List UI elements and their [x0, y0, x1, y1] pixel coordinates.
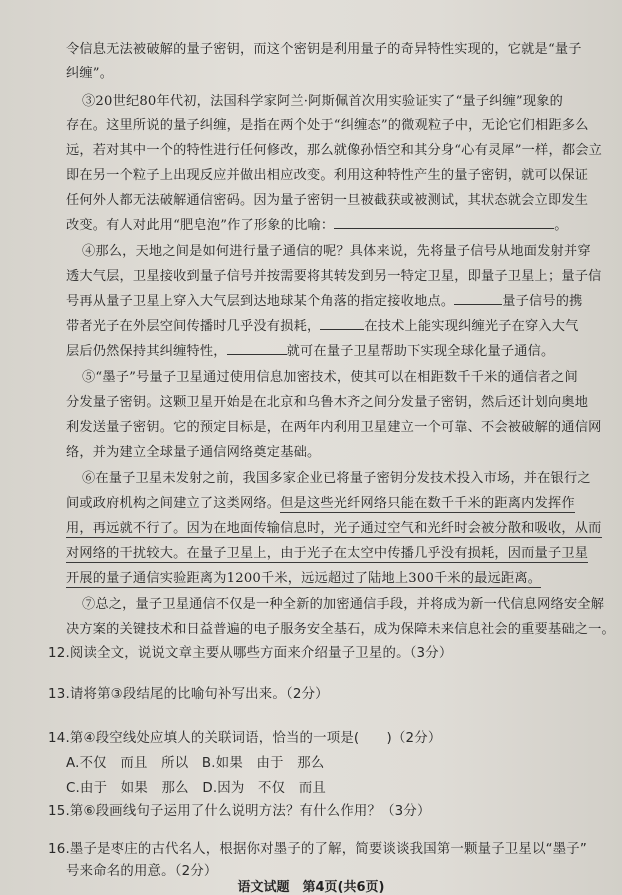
passage-line: 就可在量子卫星帮助下实现全球化量子通信。 [286, 344, 555, 359]
question-14: 14.第④段空线处应填人的关联词语，恰当的一项是( )（2分） [48, 731, 442, 746]
passage-line: 即在另一个粒子上出现反应并做出相应改变。利用这种特性产生的量子密钥，就可以保证 [66, 168, 589, 183]
passage-line: 分发量子密钥。这颗卫星开始是在北京和乌鲁木齐之间分发量子密钥，然后还计划向奥地 [66, 395, 589, 410]
underlined-sentence: 对网络的干扰较大。在量子卫星上，由于光子在太空中传播几乎没有损耗，因而量子卫星 [66, 546, 589, 561]
underlined-sentence: 用，再远就不行了。因为在地面传输信息时，光子通过空气和光纤时会被分散和吸收，从而 [66, 521, 602, 536]
passage-line: 存在。这里所说的量子纠缠，是指在两个处于“纠缠态”的微观粒子中，无论它们相距多么 [66, 118, 589, 133]
passage-line: 络，并为建立全球量子通信网络奠定基础。 [66, 445, 321, 460]
passage-line: ④那么，天地之间是如何进行量子通信的呢？具体来说，先将量子信号从地面发射并穿 [82, 244, 591, 259]
page-footer: 语文试题 第4页(共6页) [237, 880, 385, 895]
question-13: 13.请将第③段结尾的比喻句补写出来。（2分） [48, 687, 329, 702]
passage-line: ③20世纪80年代初，法国科学家阿兰·阿斯佩首次用实验证实了“量子纠缠”现象的 [82, 94, 564, 109]
passage-line: 号再从量子卫星上穿入大气层到达地球某个角落的指定接收地点。 [66, 294, 455, 309]
passage-line: 带者光子在外层空间传播时几乎没有损耗， [66, 319, 321, 334]
passage-line: 量子信号的携 [502, 294, 583, 309]
passage-line: 令信息无法被破解的量子密钥，而这个密钥是利用量子的奇异特性实现的，它就是“量子 [66, 42, 582, 57]
connective-blank-1[interactable] [454, 292, 502, 305]
question-16: 号来命名的用意。（2分） [66, 864, 218, 879]
passage-line: 透大气层，卫星接收到量子信号并按需要将其转发到另一特定卫星，即量子卫星上；量子信 [66, 269, 602, 284]
question-14-options: A.不仅 而且 所以 B.如果 由于 那么 [66, 756, 325, 771]
passage-line: ⑥在量子卫星未发射之前，我国多家企业已将量子密钥分发技术投入市场，并在银行之 [82, 471, 591, 486]
metaphor-blank[interactable] [334, 216, 554, 229]
underlined-sentence: 但是这些光纤网络只能在数千千米的距离内发挥作 [280, 496, 575, 511]
question-12: 12.阅读全文，说说文章主要从哪些方面来介绍量子卫星的。（3分） [48, 646, 453, 661]
passage-line: 决方案的关键技术和日益普遍的电子服务安全基石，成为保障未来信息社会的重要基础之一。 [66, 622, 615, 637]
passage-line: 利发送量子密钥。它的预定目标是，在两年内利用卫星建立一个可靠、不会被破解的通信网 [66, 420, 602, 435]
passage-punct: 。 [554, 218, 568, 233]
passage-line: ⑦总之，量子卫星通信不仅是一种全新的加密通信手段，并将成为新一代信息网络安全解 [82, 597, 605, 612]
connective-blank-3[interactable] [227, 342, 287, 355]
passage-line: 远，若对其中一个的特性进行任何修改，那么就像孙悟空和其分身“心有灵犀”一样，都会立 [66, 143, 602, 158]
passage-line: 在技术上能实现纠缠光子在穿入大气 [364, 319, 579, 334]
passage-line: 间或政府机构之间建立了这类网络。 [66, 496, 281, 511]
connective-blank-2[interactable] [320, 317, 364, 330]
passage-line: 改变。有人对此用“肥皂泡”作了形象的比喻： [66, 218, 335, 233]
question-15: 15.第⑥段画线句子运用了什么说明方法？有什么作用？（3分） [48, 804, 431, 819]
passage-line: 层后仍然保持其纠缠特性， [66, 344, 227, 359]
passage-line: 纠缠”。 [66, 66, 114, 81]
passage-line: 任何外人都无法破解通信密码。因为量子密钥一旦被截获或被测试，其状态就会立即发生 [66, 193, 589, 208]
question-16: 16.墨子是枣庄的古代名人，根据你对墨子的了解，简要谈谈我国第一颗量子卫星以“墨子” [48, 842, 588, 857]
question-14-options: C.由于 如果 那么 D.因为 不仅 而且 [66, 781, 327, 796]
underlined-sentence: 开展的量子通信实验距离为1200千米，远远超过了陆地上300千米的最远距离。 [66, 571, 542, 586]
passage-line: ⑤“墨子”号量子卫星通过使用信息加密技术，使其可以在相距数千千米的通信者之间 [82, 370, 578, 385]
